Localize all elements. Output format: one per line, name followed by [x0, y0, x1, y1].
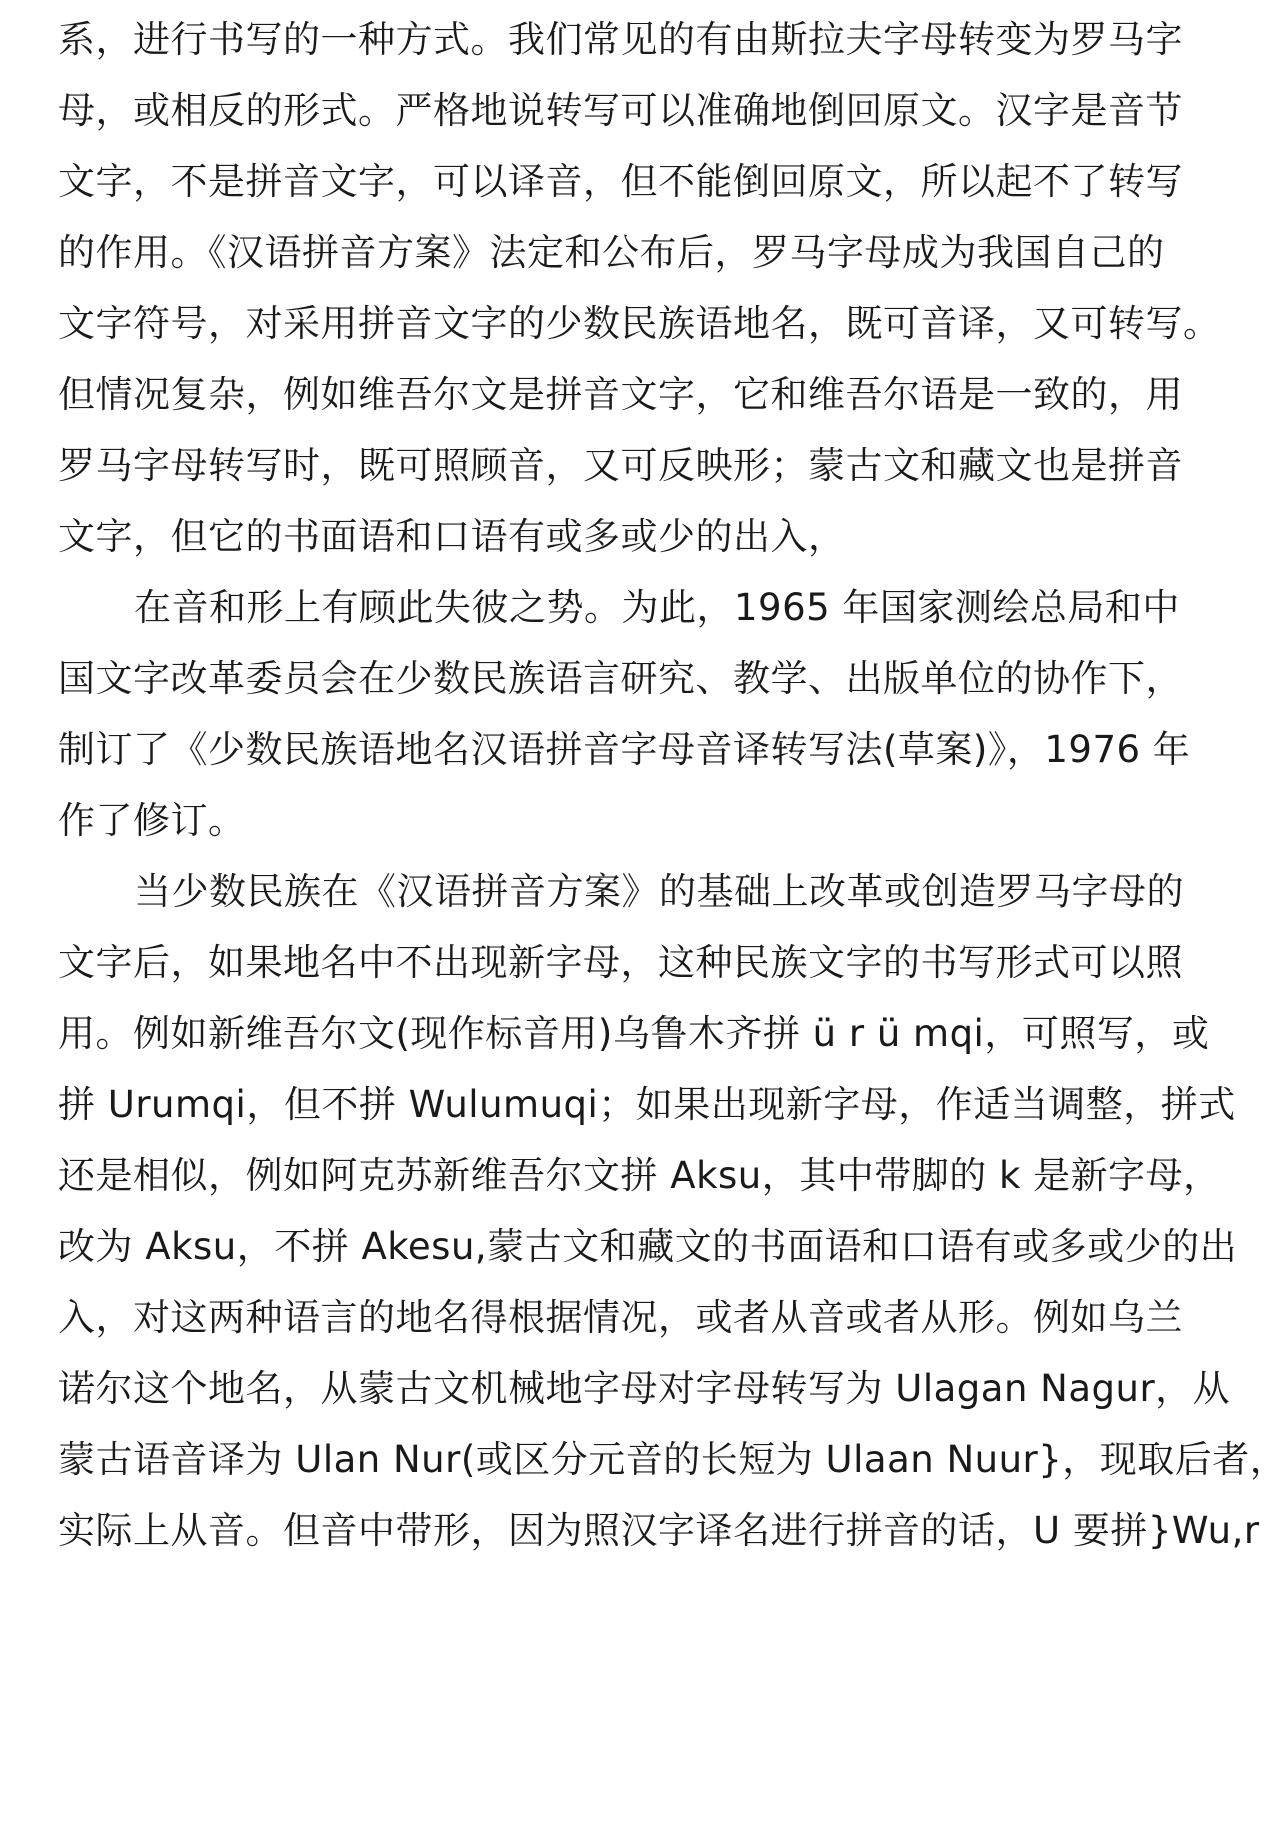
text-line-10: 国文字改革委员会在少数民族语言研究、教学、出版单位的协作下， [58, 657, 1183, 700]
text-line-16: 拼 Urumqi，但不拼 Wulumuqi；如果出现新字母，作适当调整，拼式 [58, 1083, 1236, 1126]
text-line-6: 但情况复杂，例如维吾尔文是拼音文字，它和维吾尔语是一致的，用 [58, 373, 1183, 416]
text-line-7: 罗马字母转写时，既可照顾音，又可反映形；蒙古文和藏文也是拼音 [58, 444, 1183, 487]
text-line-18: 改为 Aksu，不拼 Akesu,蒙古文和藏文的书面语和口语有或多或少的出 [58, 1225, 1238, 1268]
text-line-11: 制订了《少数民族语地名汉语拼音字母音译转写法(草案)》，1976 年 [58, 728, 1191, 771]
text-line-17: 还是相似，例如阿克苏新维吾尔文拼 Aksu，其中带脚的 k 是新字母， [58, 1154, 1221, 1197]
text-line-5: 文字符号，对采用拼音文字的少数民族语地名，既可音译，又可转写。 [58, 302, 1221, 345]
text-line-14: 文字后，如果地名中不出现新字母，这种民族文字的书写形式可以照 [58, 941, 1183, 984]
text-line-19: 入，对这两种语言的地名得根据情况，或者从音或者从形。例如乌兰 [58, 1296, 1183, 1339]
text-line-13: 当少数民族在《汉语拼音方案》的基础上改革或创造罗马字母的 [134, 870, 1184, 913]
text-line-15: 用。例如新维吾尔文(现作标音用)乌鲁木齐拼 ü r ü mqi，可照写，或 [58, 1012, 1210, 1055]
text-line-3: 文字，不是拼音文字，可以译音，但不能倒回原文，所以起不了转写 [58, 160, 1183, 203]
text-line-9: 在音和形上有顾此失彼之势。为此，1965 年国家测绘总局和中 [134, 586, 1180, 629]
text-line-22: 实际上从音。但音中带形，因为照汉字译名进行拼音的话，U 要拼}Wu,r [58, 1509, 1260, 1552]
text-line-8: 文字，但它的书面语和口语有或多或少的出入， [58, 515, 846, 558]
text-line-1: 系，进行书写的一种方式。我们常见的有由斯拉夫字母转变为罗马字 [58, 18, 1183, 61]
text-line-20: 诺尔这个地名，从蒙古文机械地字母对字母转写为 Ulagan Nagur，从 [58, 1367, 1231, 1410]
text-line-12: 作了修订。 [58, 799, 246, 842]
text-line-4: 的作用。《汉语拼音方案》法定和公布后，罗马字母成为我国自己的 [58, 231, 1165, 274]
text-line-2: 母，或相反的形式。严格地说转写可以准确地倒回原文。汉字是音节 [58, 89, 1183, 132]
text-line-21: 蒙古语音译为 Ulan Nur(或区分元音的长短为 Ulaan Nuur}，现取后者， [58, 1438, 1287, 1481]
